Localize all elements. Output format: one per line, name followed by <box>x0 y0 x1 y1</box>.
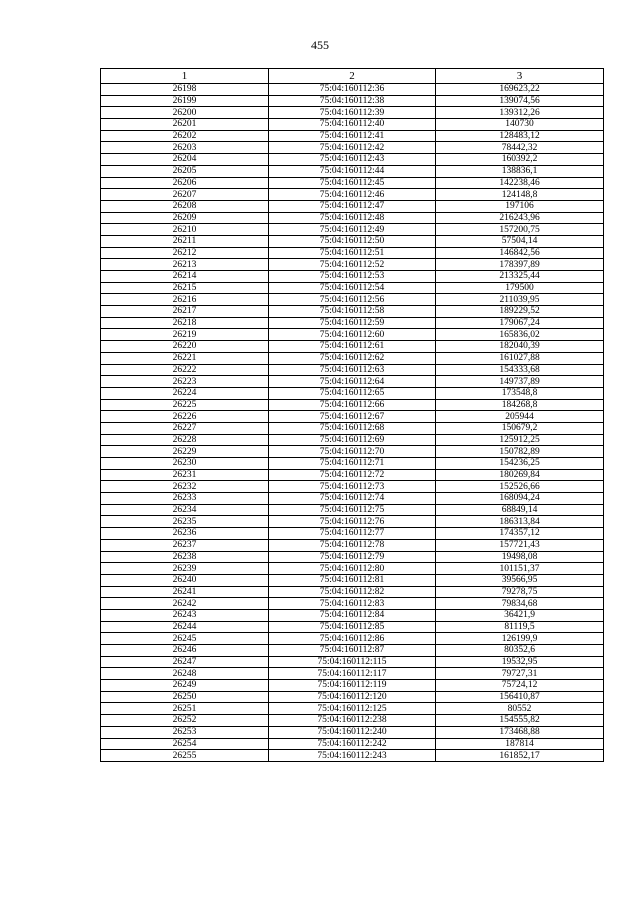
value-cell: 149737,89 <box>436 376 604 388</box>
row-number-cell: 26216 <box>101 294 269 306</box>
table-row <box>101 574 604 586</box>
value-cell: 124148,8 <box>436 189 604 201</box>
cadastral-number-cell: 75:04:160112:69 <box>269 434 436 446</box>
table-row <box>101 726 604 738</box>
row-number-cell: 26255 <box>101 750 269 762</box>
table-row <box>101 235 604 247</box>
value-cell: 139074,56 <box>436 95 604 107</box>
column-header: 2 <box>269 69 436 84</box>
table-row <box>101 212 604 224</box>
table-row <box>101 107 604 119</box>
row-number-cell: 26242 <box>101 598 269 610</box>
row-number-cell: 26239 <box>101 563 269 575</box>
value-cell: 156410,87 <box>436 691 604 703</box>
cadastral-number-cell: 75:04:160112:65 <box>269 387 436 399</box>
table-body <box>101 84 604 762</box>
value-cell: 39566,95 <box>436 574 604 586</box>
cadastral-number-cell: 75:04:160112:75 <box>269 504 436 516</box>
table-row <box>101 177 604 189</box>
cadastral-number-cell: 75:04:160112:66 <box>269 399 436 411</box>
column-header: 1 <box>101 69 269 84</box>
cadastral-number-cell: 75:04:160112:87 <box>269 645 436 657</box>
row-number-cell: 26213 <box>101 259 269 271</box>
table-row <box>101 715 604 727</box>
value-cell: 213325,44 <box>436 271 604 283</box>
table-row <box>101 645 604 657</box>
row-number-cell: 26236 <box>101 528 269 540</box>
row-number-cell: 26219 <box>101 329 269 341</box>
row-number-cell: 26221 <box>101 352 269 364</box>
table-row <box>101 691 604 703</box>
row-number-cell: 26251 <box>101 703 269 715</box>
table-row <box>101 387 604 399</box>
cadastral-number-cell: 75:04:160112:86 <box>269 633 436 645</box>
row-number-cell: 26226 <box>101 411 269 423</box>
table-row <box>101 154 604 166</box>
table-row <box>101 224 604 236</box>
row-number-cell: 26228 <box>101 434 269 446</box>
cadastral-number-cell: 75:04:160112:81 <box>269 574 436 586</box>
table-row <box>101 306 604 318</box>
cadastral-number-cell: 75:04:160112:43 <box>269 154 436 166</box>
row-number-cell: 26218 <box>101 317 269 329</box>
column-header: 3 <box>436 69 604 84</box>
table-row <box>101 259 604 271</box>
row-number-cell: 26238 <box>101 551 269 563</box>
table-row <box>101 516 604 528</box>
table-row <box>101 200 604 212</box>
value-cell: 205944 <box>436 411 604 423</box>
row-number-cell: 26243 <box>101 609 269 621</box>
cadastral-number-cell: 75:04:160112:78 <box>269 539 436 551</box>
table-row <box>101 539 604 551</box>
table-row <box>101 294 604 306</box>
value-cell: 197106 <box>436 200 604 212</box>
table-row <box>101 656 604 668</box>
table-row <box>101 528 604 540</box>
cadastral-number-cell: 75:04:160112:73 <box>269 481 436 493</box>
row-number-cell: 26240 <box>101 574 269 586</box>
cadastral-number-cell: 75:04:160112:36 <box>269 84 436 96</box>
row-number-cell: 26254 <box>101 738 269 750</box>
cadastral-number-cell: 75:04:160112:84 <box>269 609 436 621</box>
cadastral-number-cell: 75:04:160112:240 <box>269 726 436 738</box>
table-row <box>101 551 604 563</box>
row-number-cell: 26230 <box>101 458 269 470</box>
value-cell: 173468,88 <box>436 726 604 738</box>
row-number-cell: 26237 <box>101 539 269 551</box>
value-cell: 154236,25 <box>436 458 604 470</box>
row-number-cell: 26203 <box>101 142 269 154</box>
row-number-cell: 26204 <box>101 154 269 166</box>
row-number-cell: 26224 <box>101 387 269 399</box>
row-number-cell: 26217 <box>101 306 269 318</box>
cadastral-number-cell: 75:04:160112:117 <box>269 668 436 680</box>
row-number-cell: 26235 <box>101 516 269 528</box>
table-row <box>101 364 604 376</box>
cadastral-number-cell: 75:04:160112:83 <box>269 598 436 610</box>
table-row <box>101 469 604 481</box>
value-cell: 169623,22 <box>436 84 604 96</box>
cadastral-number-cell: 75:04:160112:47 <box>269 200 436 212</box>
row-number-cell: 26231 <box>101 469 269 481</box>
table-row <box>101 189 604 201</box>
table-row <box>101 598 604 610</box>
row-number-cell: 26233 <box>101 493 269 505</box>
value-cell: 157200,75 <box>436 224 604 236</box>
value-cell: 79834,68 <box>436 598 604 610</box>
value-cell: 78442,32 <box>436 142 604 154</box>
cadastral-number-cell: 75:04:160112:61 <box>269 341 436 353</box>
value-cell: 157721,43 <box>436 539 604 551</box>
value-cell: 165836,02 <box>436 329 604 341</box>
cadastral-number-cell: 75:04:160112:125 <box>269 703 436 715</box>
cadastral-number-cell: 75:04:160112:71 <box>269 458 436 470</box>
value-cell: 57504,14 <box>436 235 604 247</box>
value-cell: 160392,2 <box>436 154 604 166</box>
row-number-cell: 26250 <box>101 691 269 703</box>
table-row <box>101 633 604 645</box>
table-row <box>101 317 604 329</box>
value-cell: 180269,84 <box>436 469 604 481</box>
cadastral-number-cell: 75:04:160112:48 <box>269 212 436 224</box>
value-cell: 125912,25 <box>436 434 604 446</box>
table-row <box>101 271 604 283</box>
row-number-cell: 26222 <box>101 364 269 376</box>
cadastral-number-cell: 75:04:160112:64 <box>269 376 436 388</box>
value-cell: 138836,1 <box>436 165 604 177</box>
table-row <box>101 481 604 493</box>
row-number-cell: 26220 <box>101 341 269 353</box>
cadastral-number-cell: 75:04:160112:45 <box>269 177 436 189</box>
table-row <box>101 738 604 750</box>
value-cell: 186313,84 <box>436 516 604 528</box>
cadastral-number-cell: 75:04:160112:120 <box>269 691 436 703</box>
row-number-cell: 26248 <box>101 668 269 680</box>
row-number-cell: 26223 <box>101 376 269 388</box>
value-cell: 126199,9 <box>436 633 604 645</box>
cadastral-number-cell: 75:04:160112:50 <box>269 235 436 247</box>
cadastral-number-cell: 75:04:160112:49 <box>269 224 436 236</box>
cadastral-number-cell: 75:04:160112:243 <box>269 750 436 762</box>
value-cell: 184268,8 <box>436 399 604 411</box>
table-row <box>101 458 604 470</box>
row-number-cell: 26201 <box>101 119 269 131</box>
cadastral-number-cell: 75:04:160112:41 <box>269 130 436 142</box>
cadastral-number-cell: 75:04:160112:76 <box>269 516 436 528</box>
row-number-cell: 26202 <box>101 130 269 142</box>
table-row <box>101 247 604 259</box>
value-cell: 161027,88 <box>436 352 604 364</box>
value-cell: 179500 <box>436 282 604 294</box>
row-number-cell: 26198 <box>101 84 269 96</box>
row-number-cell: 26207 <box>101 189 269 201</box>
value-cell: 19532,95 <box>436 656 604 668</box>
value-cell: 36421,9 <box>436 609 604 621</box>
row-number-cell: 26253 <box>101 726 269 738</box>
cadastral-number-cell: 75:04:160112:74 <box>269 493 436 505</box>
table-row <box>101 84 604 96</box>
cadastral-number-cell: 75:04:160112:115 <box>269 656 436 668</box>
table-header-row <box>101 69 604 84</box>
cadastral-number-cell: 75:04:160112:53 <box>269 271 436 283</box>
value-cell: 182040,39 <box>436 341 604 353</box>
value-cell: 168094,24 <box>436 493 604 505</box>
value-cell: 80552 <box>436 703 604 715</box>
data-table <box>100 68 604 762</box>
row-number-cell: 26215 <box>101 282 269 294</box>
row-number-cell: 26232 <box>101 481 269 493</box>
cadastral-number-cell: 75:04:160112:72 <box>269 469 436 481</box>
table-row <box>101 422 604 434</box>
cadastral-number-cell: 75:04:160112:59 <box>269 317 436 329</box>
cadastral-number-cell: 75:04:160112:60 <box>269 329 436 341</box>
cadastral-number-cell: 75:04:160112:46 <box>269 189 436 201</box>
table-row <box>101 130 604 142</box>
cadastral-number-cell: 75:04:160112:242 <box>269 738 436 750</box>
value-cell: 80352,6 <box>436 645 604 657</box>
table-row <box>101 376 604 388</box>
table-row <box>101 95 604 107</box>
row-number-cell: 26227 <box>101 422 269 434</box>
table-row <box>101 621 604 633</box>
cadastral-number-cell: 75:04:160112:40 <box>269 119 436 131</box>
value-cell: 19498,08 <box>436 551 604 563</box>
value-cell: 75724,12 <box>436 680 604 692</box>
cadastral-number-cell: 75:04:160112:56 <box>269 294 436 306</box>
value-cell: 146842,56 <box>436 247 604 259</box>
value-cell: 189229,52 <box>436 306 604 318</box>
value-cell: 79727,31 <box>436 668 604 680</box>
value-cell: 173548,8 <box>436 387 604 399</box>
row-number-cell: 26234 <box>101 504 269 516</box>
value-cell: 128483,12 <box>436 130 604 142</box>
table-row <box>101 282 604 294</box>
value-cell: 216243,96 <box>436 212 604 224</box>
cadastral-number-cell: 75:04:160112:62 <box>269 352 436 364</box>
row-number-cell: 26205 <box>101 165 269 177</box>
table-row <box>101 493 604 505</box>
cadastral-number-cell: 75:04:160112:70 <box>269 446 436 458</box>
table-row <box>101 411 604 423</box>
table-row <box>101 142 604 154</box>
value-cell: 152526,66 <box>436 481 604 493</box>
table-row <box>101 750 604 762</box>
row-number-cell: 26206 <box>101 177 269 189</box>
table-row <box>101 119 604 131</box>
value-cell: 150679,2 <box>436 422 604 434</box>
row-number-cell: 26214 <box>101 271 269 283</box>
table-row <box>101 352 604 364</box>
table-row <box>101 563 604 575</box>
value-cell: 187814 <box>436 738 604 750</box>
value-cell: 178397,89 <box>436 259 604 271</box>
row-number-cell: 26199 <box>101 95 269 107</box>
value-cell: 211039,95 <box>436 294 604 306</box>
row-number-cell: 26245 <box>101 633 269 645</box>
row-number-cell: 26209 <box>101 212 269 224</box>
row-number-cell: 26247 <box>101 656 269 668</box>
row-number-cell: 26252 <box>101 715 269 727</box>
value-cell: 154555,82 <box>436 715 604 727</box>
table-row <box>101 680 604 692</box>
cadastral-number-cell: 75:04:160112:52 <box>269 259 436 271</box>
row-number-cell: 26241 <box>101 586 269 598</box>
row-number-cell: 26246 <box>101 645 269 657</box>
cadastral-number-cell: 75:04:160112:63 <box>269 364 436 376</box>
value-cell: 68849,14 <box>436 504 604 516</box>
table-row <box>101 341 604 353</box>
table-row <box>101 609 604 621</box>
row-number-cell: 26210 <box>101 224 269 236</box>
table-row <box>101 329 604 341</box>
cadastral-number-cell: 75:04:160112:38 <box>269 95 436 107</box>
cadastral-number-cell: 75:04:160112:77 <box>269 528 436 540</box>
value-cell: 161852,17 <box>436 750 604 762</box>
row-number-cell: 26249 <box>101 680 269 692</box>
row-number-cell: 26208 <box>101 200 269 212</box>
value-cell: 179067,24 <box>436 317 604 329</box>
cadastral-number-cell: 75:04:160112:238 <box>269 715 436 727</box>
cadastral-number-cell: 75:04:160112:119 <box>269 680 436 692</box>
cadastral-number-cell: 75:04:160112:80 <box>269 563 436 575</box>
cadastral-number-cell: 75:04:160112:67 <box>269 411 436 423</box>
cadastral-number-cell: 75:04:160112:85 <box>269 621 436 633</box>
row-number-cell: 26244 <box>101 621 269 633</box>
table-row <box>101 446 604 458</box>
row-number-cell: 26229 <box>101 446 269 458</box>
table-row <box>101 703 604 715</box>
cadastral-number-cell: 75:04:160112:51 <box>269 247 436 259</box>
value-cell: 139312,26 <box>436 107 604 119</box>
value-cell: 154333,68 <box>436 364 604 376</box>
page-number: 455 <box>311 38 329 52</box>
cadastral-number-cell: 75:04:160112:42 <box>269 142 436 154</box>
row-number-cell: 26225 <box>101 399 269 411</box>
table-row <box>101 165 604 177</box>
cadastral-number-cell: 75:04:160112:68 <box>269 422 436 434</box>
value-cell: 150782,89 <box>436 446 604 458</box>
row-number-cell: 26212 <box>101 247 269 259</box>
cadastral-number-cell: 75:04:160112:58 <box>269 306 436 318</box>
table-row <box>101 586 604 598</box>
table-row <box>101 504 604 516</box>
table-row <box>101 668 604 680</box>
cadastral-number-cell: 75:04:160112:39 <box>269 107 436 119</box>
table-row <box>101 399 604 411</box>
value-cell: 101151,37 <box>436 563 604 575</box>
cadastral-number-cell: 75:04:160112:44 <box>269 165 436 177</box>
value-cell: 79278,75 <box>436 586 604 598</box>
row-number-cell: 26211 <box>101 235 269 247</box>
cadastral-number-cell: 75:04:160112:82 <box>269 586 436 598</box>
value-cell: 142238,46 <box>436 177 604 189</box>
row-number-cell: 26200 <box>101 107 269 119</box>
value-cell: 174357,12 <box>436 528 604 540</box>
value-cell: 81119,5 <box>436 621 604 633</box>
cadastral-number-cell: 75:04:160112:79 <box>269 551 436 563</box>
value-cell: 140730 <box>436 119 604 131</box>
cadastral-number-cell: 75:04:160112:54 <box>269 282 436 294</box>
table-row <box>101 434 604 446</box>
